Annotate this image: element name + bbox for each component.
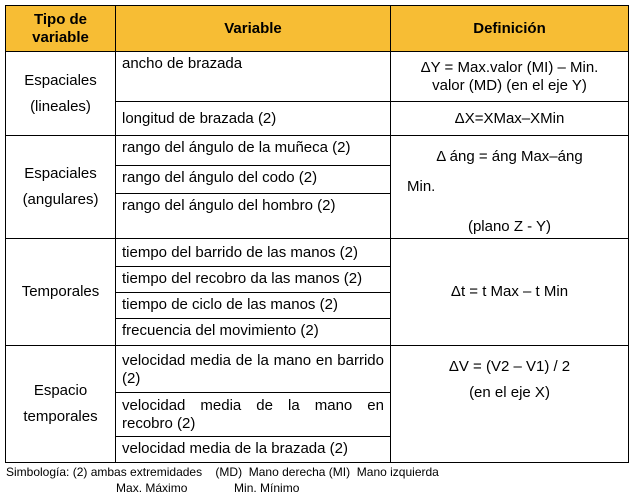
table-row <box>6 52 629 102</box>
variable-cell: velocidad media de la brazada (2) <box>116 436 391 462</box>
spacer <box>405 196 614 218</box>
category-line: Espaciales <box>24 71 97 89</box>
definition-line: (en el eje X) <box>469 383 550 401</box>
category-line: (angulares) <box>22 191 99 209</box>
category-espaciales-lineales <box>6 52 116 136</box>
header-tipo-line1: Tipo de <box>33 10 88 28</box>
variables-table <box>5 5 629 463</box>
footnote-line2: Max. Máximo Min. Mínimo <box>6 481 300 495</box>
definition-cell <box>391 52 629 102</box>
header-tipo-variable <box>6 6 116 52</box>
variable-cell: ancho de brazada <box>116 52 391 102</box>
definition-line: (plano Z - Y) <box>467 218 552 236</box>
spacer <box>405 376 614 384</box>
category-line: temporales <box>23 407 98 425</box>
definition-line: Min. <box>407 178 436 196</box>
category-line: (lineales) <box>30 97 91 115</box>
header-row <box>6 6 629 52</box>
category-line: Espacio <box>33 381 88 399</box>
variable-cell: rango del ángulo del codo (2) <box>116 166 391 194</box>
definition-cell: Δt = t Max – t Min <box>391 239 629 345</box>
variable-cell: velocidad media de la mano en barrido (2) <box>116 345 391 392</box>
definition-line: ΔV = (V2 – V1) / 2 <box>448 357 571 375</box>
variable-cell: rango del ángulo de la muñeca (2) <box>116 136 391 166</box>
variable-cell: frecuencia del movimiento (2) <box>116 318 391 345</box>
definition-line: Δ áng = áng Max–áng <box>436 148 583 166</box>
variable-cell: tiempo del barrido de las manos (2) <box>116 239 391 266</box>
definition-cell: ΔX=XMax–XMin <box>391 102 629 136</box>
definition-cell <box>391 136 629 239</box>
variable-cell: tiempo del recobro da las manos (2) <box>116 266 391 292</box>
table-row <box>6 239 629 266</box>
header-variable: Variable <box>116 6 391 52</box>
footnote-line1: Simbología: (2) ambas extremidades (MD) Mano derecha (MI) Mano izquierda <box>6 465 439 479</box>
variable-cell: tiempo de ciclo de las manos (2) <box>116 292 391 318</box>
table-row <box>6 136 629 166</box>
definition-line: ΔY = Max.valor (MI) – Min. <box>420 58 599 76</box>
table-row <box>6 345 629 392</box>
header-definicion: Definición <box>391 6 629 52</box>
header-tipo-line2: variable <box>32 28 89 46</box>
category-line: Espaciales <box>24 165 97 183</box>
variable-cell: longitud de brazada (2) <box>116 102 391 136</box>
category-espacio-temporales <box>6 345 116 462</box>
category-temporales: Temporales <box>6 239 116 345</box>
variable-cell: velocidad media de la mano en recobro (2) <box>116 392 391 436</box>
definition-line: valor (MD) (en el eje Y) <box>432 76 587 94</box>
variable-cell: rango del ángulo del hombro (2) <box>116 193 391 239</box>
definition-cell <box>391 345 629 462</box>
category-espaciales-angulares <box>6 136 116 239</box>
